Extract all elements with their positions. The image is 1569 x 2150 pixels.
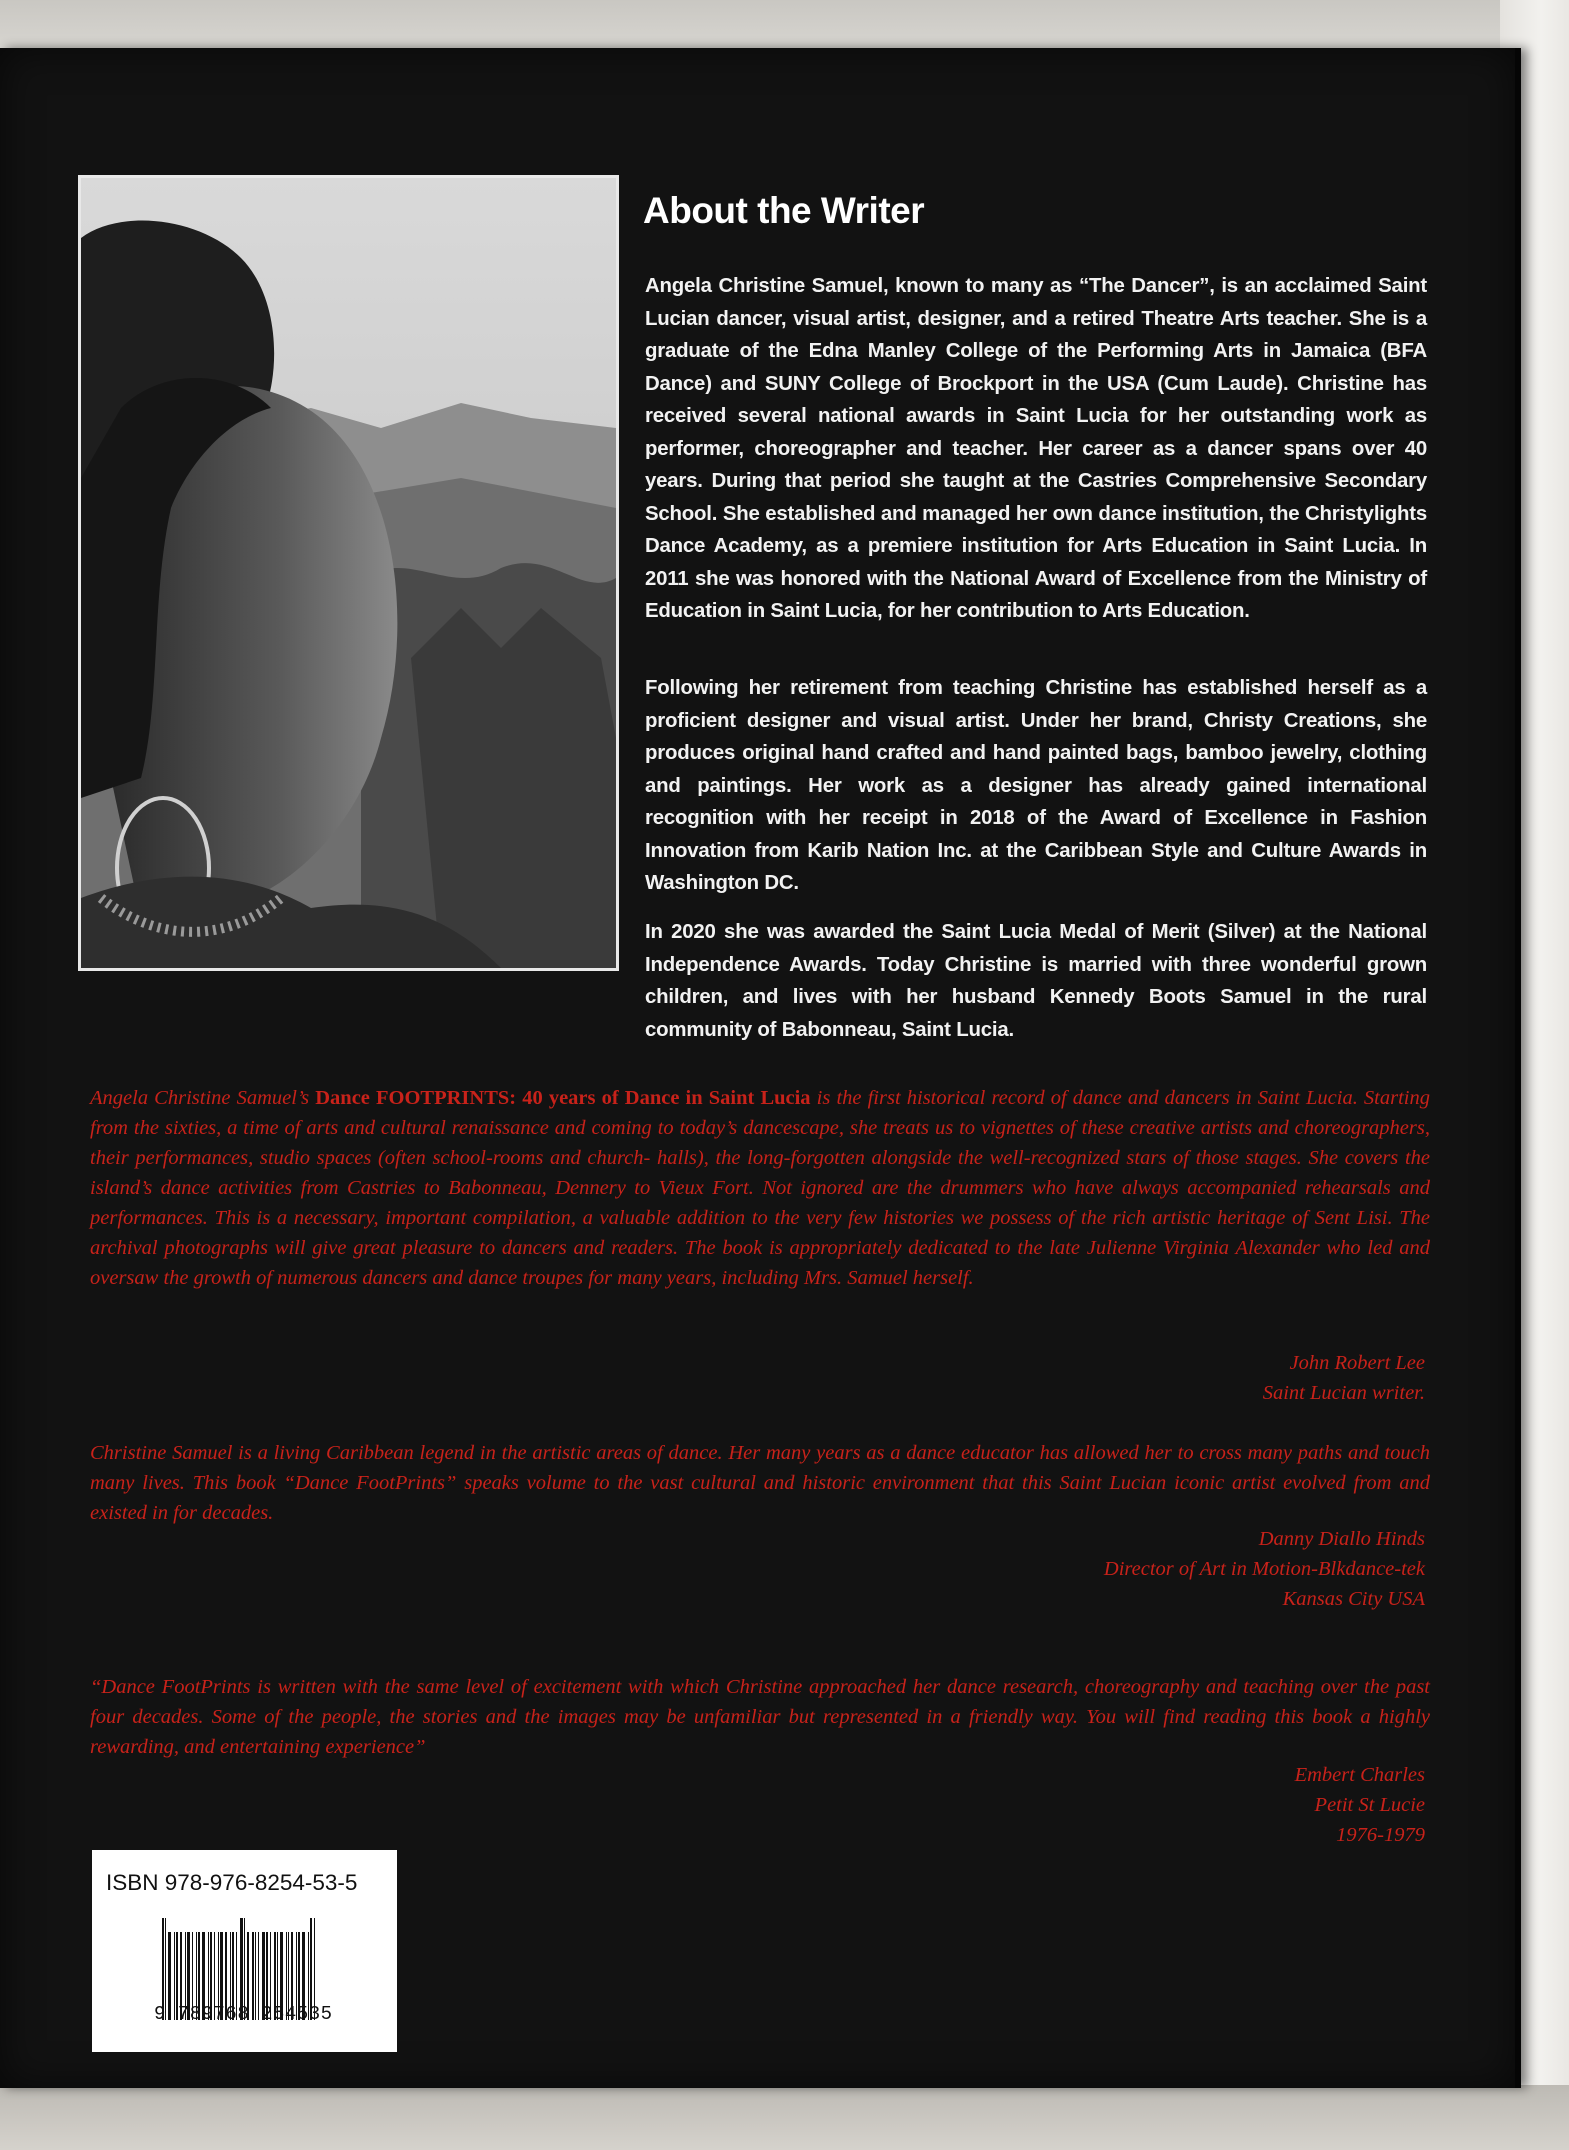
reviewer-name: Danny Diallo Hinds bbox=[1258, 1528, 1425, 1550]
bio-paragraph-2: Following her retirement from teaching Christine has established herself as a proficient designer and visual artist. Under her brand, Christy Creations, she produces original hand crafted and hand painted bags, bamboo jewelry, clothing and paintings. Her work as a designer has already gained international recognition with her receipt in 2018 of the Award of Excellence in Fashion Innovation from Karib Nation Inc. at the Caribbean Style and Culture Awards in Washington DC. bbox=[645, 677, 1427, 894]
isbn-number: ISBN 978-976-8254-53-5 bbox=[106, 1870, 358, 1895]
about-writer-heading: About the Writer bbox=[643, 190, 925, 231]
review-quote-2: Christine Samuel is a living Caribbean legend in the artistic areas of dance. Her many years as a dance educator has allowed her to cross many paths and touch many lives. This book “Dance FootPrints” speaks volume to the vast cultural and historic environment that this Saint Lucian iconic artist evolved from and existed in for decades. bbox=[90, 1442, 1430, 1524]
isbn-barcode-label bbox=[92, 1850, 397, 2052]
reviewer-name: John Robert Lee bbox=[1289, 1352, 1425, 1374]
reviewer-location: Kansas City USA bbox=[1282, 1588, 1425, 1610]
reviewer-title: Saint Lucian writer. bbox=[1262, 1382, 1425, 1404]
reviewer-years: 1976-1979 bbox=[1336, 1824, 1425, 1846]
bio-paragraph-3: In 2020 she was awarded the Saint Lucia Medal of Merit (Silver) at the National Independence Awards. Today Christine is married with three wonderful grown children, and lives with her husband Kennedy Boots Samuel in the rural community of Babonneau, Saint Lucia. bbox=[645, 921, 1427, 1041]
review-3-attribution bbox=[1295, 1760, 1425, 1850]
review-2-attribution bbox=[1104, 1524, 1425, 1614]
author-photo bbox=[78, 175, 619, 971]
review-quote-3: “Dance FootPrints is written with the same level of excitement with which Christine approached her dance research, choreography and teaching over the past four decades. Some of the people, the stories and the images may be unfamiliar but represented in a friendly way. You will find reading this book a highly rewarding, and entertaining experience” bbox=[90, 1676, 1430, 1758]
barcode-digits: 9 789768 254535 bbox=[154, 2003, 333, 2025]
review-quote-1 bbox=[90, 1083, 1430, 1293]
reviewer-title: Petit St Lucie bbox=[1314, 1794, 1425, 1816]
book-title: Dance FOOTPRINTS: 40 years of Dance in Saint Lucia bbox=[315, 1087, 811, 1109]
review-1-attribution bbox=[1263, 1348, 1425, 1408]
book-back-cover bbox=[0, 48, 1521, 2088]
table-surface bbox=[0, 2085, 1569, 2150]
review-1-lead: Angela Christine Samuel’s bbox=[90, 1087, 316, 1109]
reviewer-name: Embert Charles bbox=[1294, 1764, 1425, 1786]
reviewer-title: Director of Art in Motion-Blkdance-tek bbox=[1103, 1558, 1425, 1580]
review-1-text: is the first historical record of dance and dancers in Saint Lucia. Starting from the sixties, a time of arts and cultural renaissance and coming to today’s dancescape, she treats us to vignettes of these creative artists and choreographers, their performances, studio spaces (often school-rooms and church- halls), the long-forgotten alongside the well-recognized stars of those stages. She covers the island’s dance activities from Castries to Babonneau, Dennery to Vieux Fort. Not ignored are the drummers who have always accompanied rehearsals and performances. This is a necessary, important compilation, a valuable addition to the very few histories we possess of the rich artistic heritage of Sent Lisi. The archival photographs will give great pleasure to dancers and readers. The book is appropriately dedicated to the late Julienne Virginia Alexander who led and oversaw the growth of numerous dancers and dance troupes for many years, including Mrs. Samuel herself. bbox=[90, 1087, 1430, 1289]
bio-paragraph-1: Angela Christine Samuel, known to many as “The Dancer”, is an acclaimed Saint Lucian dancer, visual artist, designer, and a retired Theatre Arts teacher. She is a graduate of the Edna Manley College of the Performing Arts in Jamaica (BFA Dance) and SUNY College of Brockport in the USA (Cum Laude). Christine has received several national awards in Saint Lucia for her outstanding work as performer, choreographer and teacher. Her career as a dancer spans over 40 years. During that period she taught at the Castries Comprehensive Secondary School. She established and managed her own dance institution, the Christylights Dance Academy, as a premiere institution for Arts Education in Saint Lucia. In 2011 she was honored with the National Award of Excellence from the Ministry of Education in Saint Lucia, for her contribution to Arts Education. bbox=[645, 275, 1427, 622]
